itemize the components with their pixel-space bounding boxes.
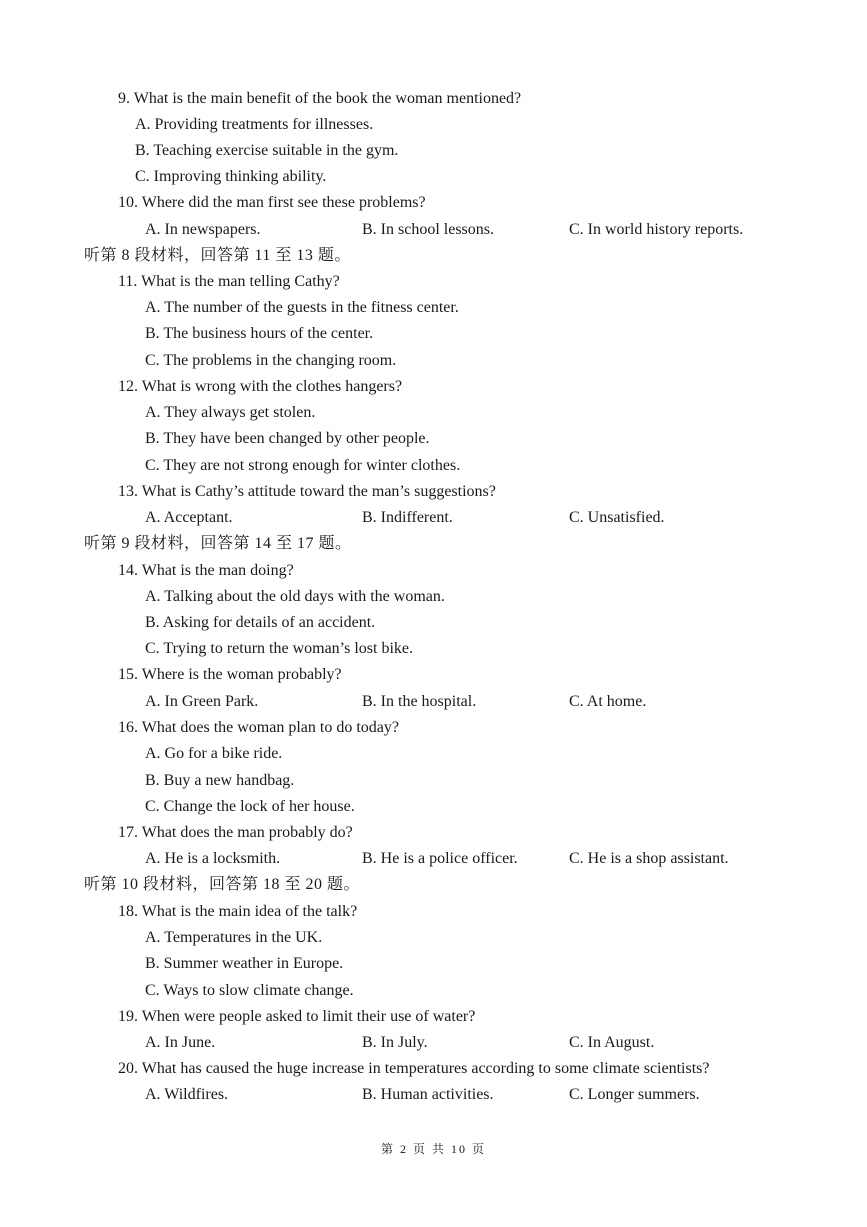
- page-number-footer: 第 2 页 共 10 页: [380, 1142, 486, 1156]
- options-20: [145, 1085, 785, 1105]
- option-17a: A. He is a locksmith.: [145, 850, 281, 867]
- option-12a: A. They always get stolen.: [145, 404, 316, 421]
- option-12c: C. They are not strong enough for winter clothes.: [145, 457, 461, 474]
- option-15c: C. At home.: [569, 693, 647, 710]
- option-10b: B. In school lessons.: [362, 221, 494, 238]
- option-18a: A. Temperatures in the UK.: [145, 929, 323, 946]
- question-16: 16. What does the woman plan to do today?: [118, 719, 399, 736]
- question-19: 19. When were people asked to limit their use of water?: [118, 1008, 476, 1025]
- option-15a: A. In Green Park.: [145, 693, 259, 710]
- question-17: 17. What does the man probably do?: [118, 824, 353, 841]
- option-17c: C. He is a shop assistant.: [569, 850, 729, 867]
- option-19a: A. In June.: [145, 1034, 216, 1051]
- option-16a: A. Go for a bike ride.: [145, 745, 283, 762]
- option-12b: B. They have been changed by other people.: [145, 430, 430, 447]
- option-17b: B. He is a police officer.: [362, 850, 518, 867]
- section-heading-10: 听第 10 段材料，回答第 18 至 20 题。: [84, 876, 361, 893]
- option-13c: C. Unsatisfied.: [569, 509, 665, 526]
- options-13: [145, 508, 785, 528]
- options-15: [145, 692, 785, 712]
- option-13b: B. Indifferent.: [362, 509, 453, 526]
- question-20: 20. What has caused the huge increase in temperatures according to some climate scientists?: [118, 1060, 710, 1077]
- question-11: 11. What is the man telling Cathy?: [118, 273, 340, 290]
- options-10: [145, 220, 785, 240]
- option-14b: B. Asking for details of an accident.: [145, 614, 376, 631]
- option-16b: B. Buy a new handbag.: [145, 772, 295, 789]
- option-9a: A. Providing treatments for illnesses.: [135, 116, 374, 133]
- option-14c: C. Trying to return the woman’s lost bike.: [145, 640, 413, 657]
- question-15: 15. Where is the woman probably?: [118, 666, 342, 683]
- option-11a: A. The number of the guests in the fitness center.: [145, 299, 459, 316]
- options-19: [145, 1033, 785, 1053]
- option-9b: B. Teaching exercise suitable in the gym.: [135, 142, 399, 159]
- option-11c: C. The problems in the changing room.: [145, 352, 397, 369]
- option-19b: B. In July.: [362, 1034, 428, 1051]
- question-18: 18. What is the main idea of the talk?: [118, 903, 358, 920]
- option-10a: A. In newspapers.: [145, 221, 261, 238]
- question-10: 10. Where did the man first see these problems?: [118, 194, 426, 211]
- section-heading-8: 听第 8 段材料，回答第 11 至 13 题。: [84, 247, 351, 264]
- option-13a: A. Acceptant.: [145, 509, 233, 526]
- option-16c: C. Change the lock of her house.: [145, 798, 355, 815]
- question-12: 12. What is wrong with the clothes hangers?: [118, 378, 403, 395]
- option-15b: B. In the hospital.: [362, 693, 477, 710]
- question-14: 14. What is the man doing?: [118, 562, 294, 579]
- option-20c: C. Longer summers.: [569, 1086, 700, 1103]
- question-9: 9. What is the main benefit of the book the woman mentioned?: [118, 90, 522, 107]
- option-9c: C. Improving thinking ability.: [135, 168, 327, 185]
- question-13: 13. What is Cathy’s attitude toward the man’s suggestions?: [118, 483, 496, 500]
- option-14a: A. Talking about the old days with the woman.: [145, 588, 445, 605]
- options-17: [145, 849, 785, 869]
- option-19c: C. In August.: [569, 1034, 655, 1051]
- option-20b: B. Human activities.: [362, 1086, 494, 1103]
- option-18b: B. Summer weather in Europe.: [145, 955, 344, 972]
- option-18c: C. Ways to slow climate change.: [145, 982, 354, 999]
- option-11b: B. The business hours of the center.: [145, 325, 374, 342]
- option-20a: A. Wildfires.: [145, 1086, 229, 1103]
- option-10c: C. In world history reports.: [569, 221, 744, 238]
- section-heading-9: 听第 9 段材料，回答第 14 至 17 题。: [84, 535, 352, 552]
